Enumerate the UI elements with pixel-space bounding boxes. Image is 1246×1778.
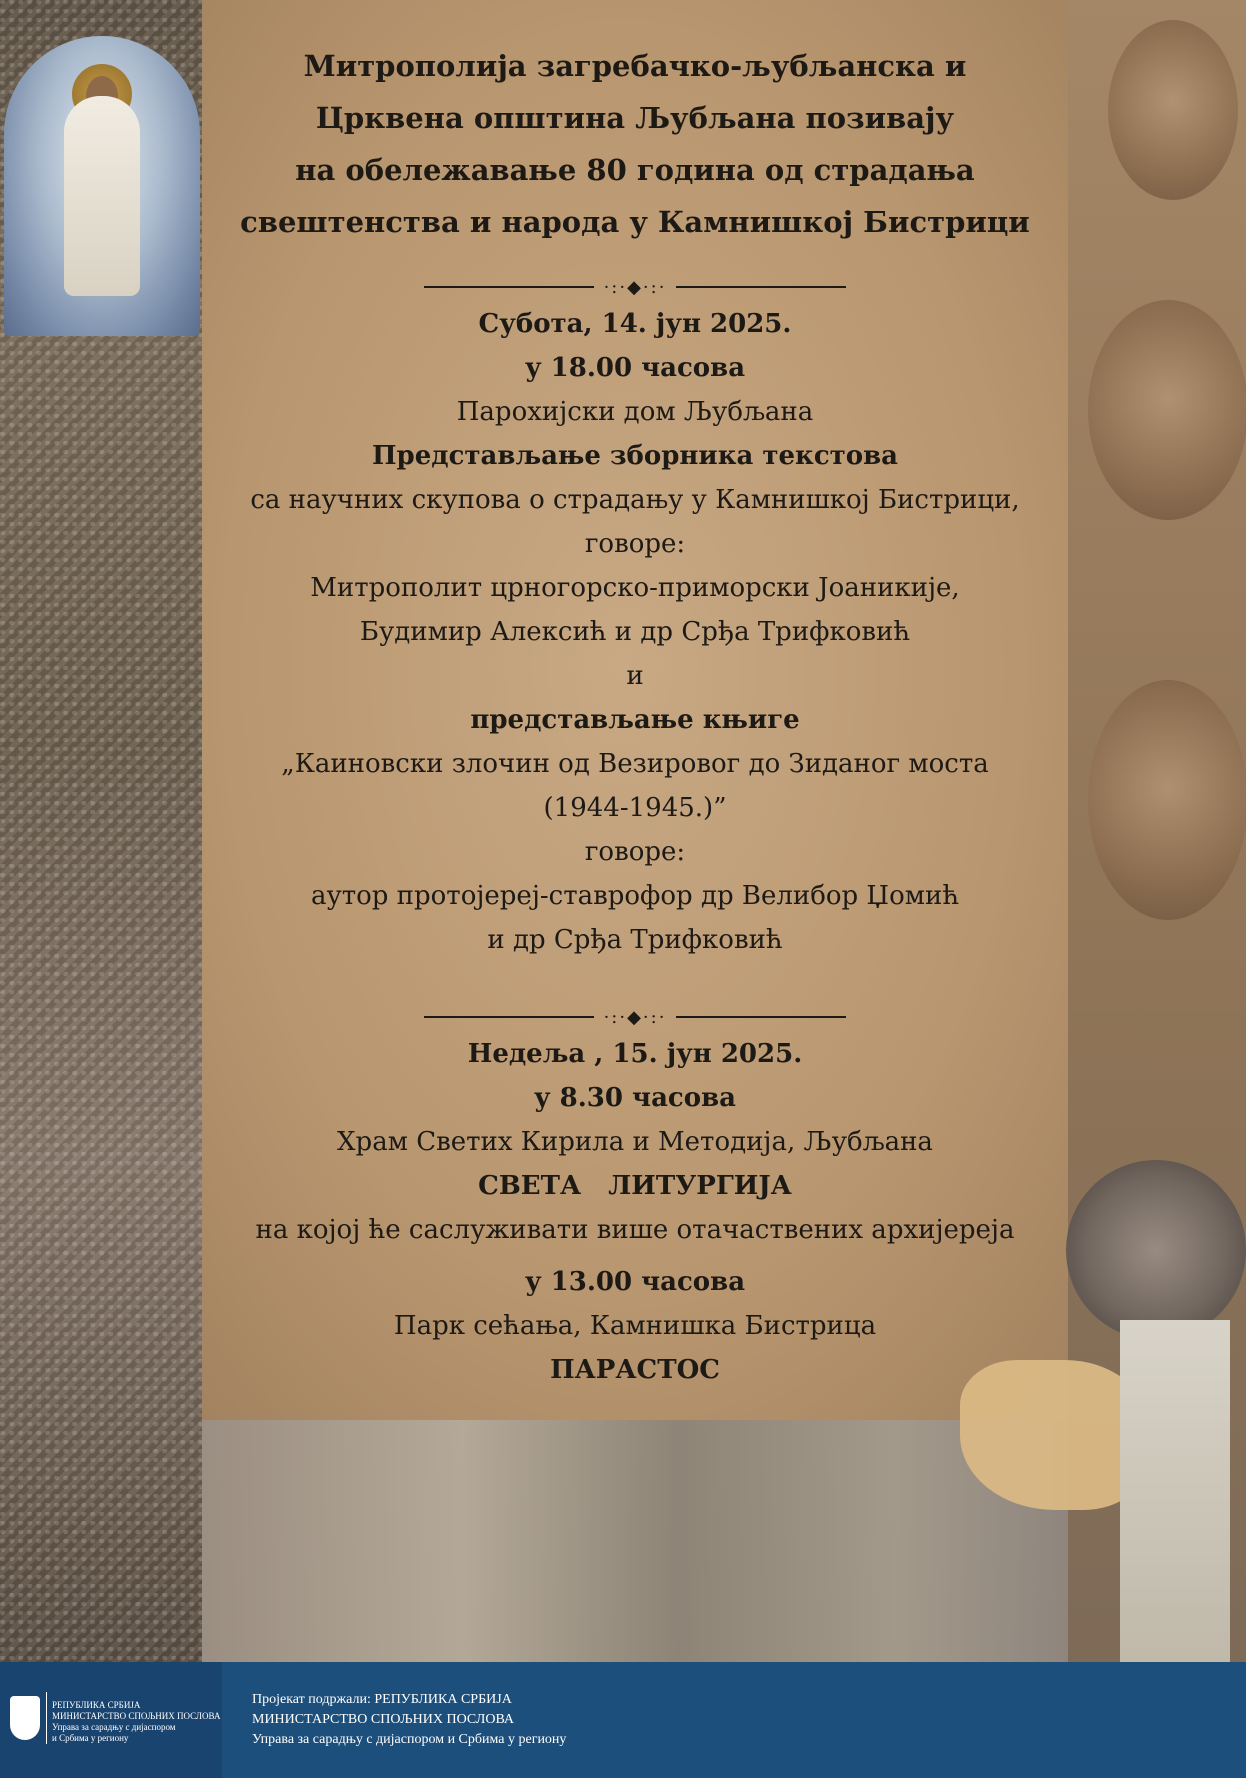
day2-venue: Храм Светих Кирила и Методија, Љубљана xyxy=(337,1127,933,1157)
day1-date: Субота, 14. јун 2025. xyxy=(478,309,792,339)
event1-title: Представљање зборника текстова xyxy=(371,441,899,471)
conjunction: и xyxy=(626,661,644,691)
ornament-icon: ·:·◆·:· xyxy=(603,1006,667,1028)
christ-fresco-image xyxy=(4,36,200,336)
coat-of-arms-icon xyxy=(10,1696,40,1740)
speak-label: говоре: xyxy=(584,529,686,559)
ornament-divider xyxy=(202,272,1068,302)
memorial-title: ПАРАСТОС xyxy=(550,1355,720,1385)
title-line: Митрополија загребачко-љубљанска и xyxy=(303,49,967,83)
bottom-photo-collage xyxy=(202,1420,1068,1662)
sponsor-footer xyxy=(0,1662,1246,1778)
book-title-line: (1944-1945.)” xyxy=(543,793,727,823)
liturgy-title: СВЕТА ЛИТУРГИЈА xyxy=(478,1171,792,1201)
speakers-line: Митрополит црногорско-приморски Јоаникије, xyxy=(310,573,960,603)
ministry-logo xyxy=(0,1662,222,1778)
saint-fresco-image xyxy=(1088,680,1246,920)
logo-text: РЕПУБЛИКА СРБИЈА МИНИСТАРСТВО СПОЉНИХ ПОСЛОВА Управа за сарадњу с дијаспором и Србима у региону xyxy=(52,1700,221,1743)
seal-image xyxy=(1066,1160,1246,1340)
saint-fresco-image xyxy=(1108,20,1238,200)
ornament-icon: ·:·◆·:· xyxy=(603,276,667,298)
ornament-divider xyxy=(202,1002,1068,1032)
day2-time2: у 13.00 часова xyxy=(524,1267,746,1297)
book-title-line: „Каиновски злочин од Везировог до Зиданог моста xyxy=(281,749,989,779)
event2-title: представљање књиге xyxy=(470,705,800,735)
day2-venue2: Парк сећања, Камнишка Бистрица xyxy=(393,1311,877,1341)
christ-figure-image xyxy=(64,96,140,296)
support-text: Пројекат подржали: РЕПУБЛИКА СРБИЈА МИНИСТАРСТВО СПОЉНИХ ПОСЛОВА Управа за сарадњу с дијаспором и Србима у региону xyxy=(252,1692,567,1747)
day2-date: Недеља , 15. јун 2025. xyxy=(467,1039,803,1069)
title-line: свештенства и народа у Камнишкој Бистрици xyxy=(240,205,1030,239)
saint-fresco-image xyxy=(1088,300,1246,520)
title-line: Црквена општина Љубљана позивају xyxy=(315,101,955,135)
church-tower-image xyxy=(1120,1320,1230,1662)
day1-time: у 18.00 часова xyxy=(524,353,746,383)
invitation-content xyxy=(202,40,1068,1392)
day1-venue: Парохијски дом Љубљана xyxy=(456,397,814,427)
speak-label: говоре: xyxy=(584,837,686,867)
event1-desc: са научних скупова о страдању у Камнишкој Бистрици, xyxy=(250,485,1020,515)
day2-time: у 8.30 часова xyxy=(533,1083,737,1113)
title-line: на обележавање 80 година од страдања xyxy=(295,153,975,187)
liturgy-desc: на којој ће саслуживати више отачаствених архијереја xyxy=(255,1215,1015,1245)
speakers-line: аутор протојереј-ставрофор др Велибор Џомић xyxy=(310,881,960,911)
speakers-line: и др Срђа Трифковић xyxy=(487,925,783,955)
speakers-line: Будимир Алексић и др Срђа Трифковић xyxy=(359,617,911,647)
